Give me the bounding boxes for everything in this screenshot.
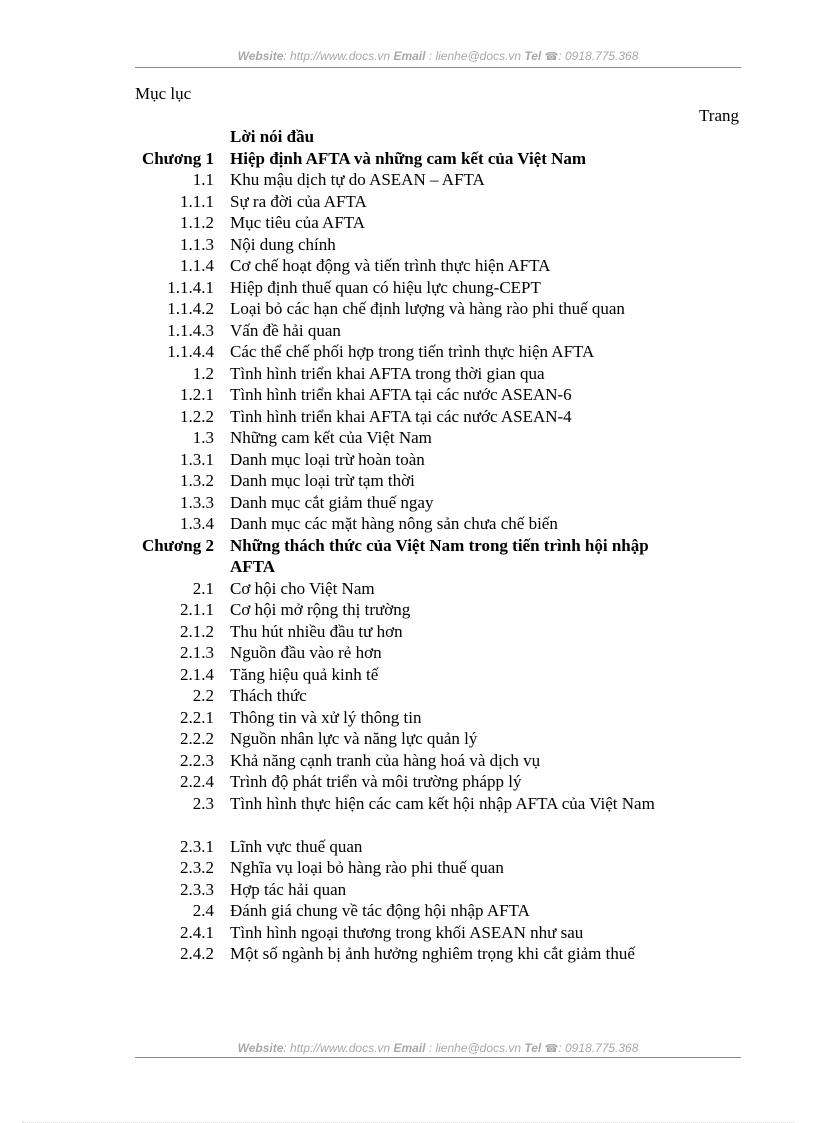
toc-entry-number: Chương 2 <box>141 535 214 555</box>
toc-entry <box>0 578 816 600</box>
toc-entry-title: Loại bỏ các hạn chế định lượng và hàng rào phi thuế quan <box>230 299 625 318</box>
toc-entry-title: Khả năng cạnh tranh của hàng hoá và dịch vụ <box>230 750 541 770</box>
toc-entry <box>0 664 816 686</box>
toc-entry-number: 2.2.2 <box>180 729 214 748</box>
toc-entry-title: Một số ngành bị ảnh hưởng nghiêm trọng khi cắt giảm thuế <box>230 944 635 963</box>
toc-entry <box>0 363 816 385</box>
toc-entry <box>0 406 816 428</box>
toc-entry-number: 2.1.1 <box>180 600 214 619</box>
toc-entry-title: Hợp tác hải quan <box>230 879 347 899</box>
toc-entry-title: Lĩnh vực thuế quan <box>230 836 363 856</box>
toc-entry-number: 2.3.2 <box>180 858 214 877</box>
toc-entry <box>0 836 816 858</box>
toc-entry-number: 2.1 <box>192 578 214 598</box>
email-label: Email <box>393 49 426 63</box>
toc-entry-number: 1.1.2 <box>180 213 214 232</box>
toc-entry-number: Chương 1 <box>141 148 214 168</box>
toc-entry <box>0 298 816 320</box>
toc-entry-title: Tình hình triển khai AFTA tại các nước ASEAN-4 <box>230 406 572 426</box>
toc-chapter-entry <box>0 535 816 578</box>
toc-entry-title: Danh mục loại trừ tạm thời <box>230 471 415 490</box>
toc-entry <box>0 470 816 492</box>
toc-entry-number: 1.1.4.3 <box>167 320 214 340</box>
toc-entry-title: Tăng hiệu quả kinh tế <box>230 664 379 684</box>
toc-entry-title: Tình hình triển khai AFTA tại các nước ASEAN-6 <box>230 385 572 404</box>
toc-entry <box>0 922 816 944</box>
toc-entry-title: Sự ra đời của AFTA <box>230 191 367 211</box>
email-value[interactable]: : lienhe@docs.vn <box>428 49 522 63</box>
page-header <box>135 49 741 63</box>
toc-entry-number: 1.1.3 <box>180 234 214 254</box>
toc-entry-title: Nội dung chính <box>230 234 336 254</box>
page-column-label: Trang <box>699 106 739 125</box>
toc-entry <box>0 492 816 514</box>
toc-entry-title: Lời nói đầu <box>230 127 315 146</box>
toc-entry <box>0 621 816 643</box>
toc-entry-title: Tình hình ngoại thương trong khối ASEAN như sau <box>230 922 584 942</box>
toc-entry-number: 1.2 <box>192 363 214 383</box>
toc-entry-number: 1.1.4 <box>180 256 214 275</box>
toc-entry-number: 2.1.2 <box>180 621 214 641</box>
toc-entry <box>0 427 816 449</box>
toc-entry-title: Những cam kết của Việt Nam <box>230 428 432 447</box>
toc-entry-title: Cơ chế hoạt động và tiến trình thực hiện AFTA <box>230 256 551 275</box>
toc-entry-title: Nguồn đầu vào rẻ hơn <box>230 643 382 662</box>
toc-entry-number: 2.2 <box>192 686 214 705</box>
toc-entry-number: 1.2.1 <box>180 385 214 404</box>
toc-entry-title: Tình hình triển khai AFTA trong thời gian qua <box>230 363 545 383</box>
toc-entry <box>0 126 816 148</box>
toc-entry-title: Thu hút nhiều đầu tư hơn <box>230 621 403 641</box>
toc-entry <box>0 599 816 621</box>
toc-entry-title: Đánh giá chung về tác động hội nhập AFTA <box>230 901 530 920</box>
phone-icon: ☎ <box>544 1043 559 1055</box>
toc-entry <box>0 277 816 299</box>
toc-entry-number: 1.1.4.1 <box>167 277 214 297</box>
toc-entry-number: 1.1.4.4 <box>167 342 214 361</box>
toc-entry <box>0 750 816 772</box>
toc-entry-title: Cơ hội cho Việt Nam <box>230 578 375 598</box>
toc-entry-title: Những thách thức của Việt Nam trong tiến trình hội nhập AFTA <box>230 535 649 576</box>
toc-entry-title: Hiệp định thuế quan có hiệu lực chung-CEPT <box>230 277 541 297</box>
toc-entry-number: 1.3 <box>192 428 214 447</box>
website-url[interactable]: : http://www.docs.vn <box>283 49 391 63</box>
toc-entry-number: 2.2.3 <box>180 750 214 770</box>
toc-entry-number: 2.4.2 <box>180 944 214 963</box>
toc-entry-title: Danh mục cắt giảm thuế ngay <box>230 492 434 512</box>
tel-label: Tel <box>524 49 542 63</box>
email-value[interactable]: : lienhe@docs.vn <box>428 1041 522 1055</box>
toc-entry-number: 1.1 <box>192 170 214 189</box>
toc-entry <box>0 513 816 535</box>
toc-entry <box>0 212 816 234</box>
website-url[interactable]: : http://www.docs.vn <box>283 1041 391 1055</box>
toc-entry-title: Hiệp định AFTA và những cam kết của Việt Nam <box>230 148 587 168</box>
toc-entry-title: Nghĩa vụ loại bỏ hàng rào phi thuế quan <box>230 858 504 877</box>
tel-label: Tel <box>524 1041 542 1055</box>
toc-entry-title: Thách thức <box>230 686 307 705</box>
toc-heading: Mục lục <box>135 84 192 103</box>
toc-entry <box>0 320 816 342</box>
toc-entry <box>0 234 816 256</box>
footer-divider <box>135 1057 741 1058</box>
toc-entry-title: Vấn đề hải quan <box>230 320 341 340</box>
toc-entry-number: 1.3.1 <box>180 449 214 469</box>
toc-entry-number: 2.1.3 <box>180 643 214 662</box>
toc-entry-number: 1.1.4.2 <box>167 299 214 318</box>
toc-entry-title: Các thể chế phối hợp trong tiến trình thực hiện AFTA <box>230 342 595 361</box>
toc-entry-number: 2.3.3 <box>180 879 214 899</box>
toc-entry-title: Khu mậu dịch tự do ASEAN – AFTA <box>230 170 485 189</box>
toc-entry <box>0 191 816 213</box>
toc-entry <box>0 900 816 922</box>
email-label: Email <box>393 1041 426 1055</box>
toc-entry-number: 2.3.1 <box>180 836 214 856</box>
toc-entry <box>0 449 816 471</box>
toc-entry-title: Danh mục loại trừ hoàn toàn <box>230 449 425 469</box>
toc-entry-number: 2.4.1 <box>180 922 214 942</box>
page-footer <box>135 1041 741 1055</box>
toc-entry <box>0 879 816 901</box>
toc-entry-title: Cơ hội mở rộng thị trường <box>230 600 411 619</box>
toc-entry <box>0 384 816 406</box>
toc-entry <box>0 771 816 793</box>
toc-entry <box>0 728 816 750</box>
toc-entry <box>0 685 816 707</box>
website-label: Website <box>237 49 284 63</box>
toc-entry-title: Tình hình thực hiện các cam kết hội nhập AFTA của Việt Nam <box>230 793 655 813</box>
toc-entry <box>0 707 816 729</box>
toc-entry-number: 2.2.4 <box>180 772 214 791</box>
toc-entry-number: 2.1.4 <box>180 664 214 684</box>
toc-entry <box>0 169 816 191</box>
toc-entry <box>0 341 816 363</box>
toc-entry <box>0 857 816 879</box>
toc-entry-title: Trình độ phát triển và môi trường phápp lý <box>230 772 522 791</box>
tel-value: : 0918.775.368 <box>558 49 639 63</box>
toc-entry <box>0 943 816 986</box>
toc-entry-number: 1.3.3 <box>180 492 214 512</box>
toc-entry <box>0 793 816 836</box>
toc-entry <box>0 642 816 664</box>
toc-entry-title: Mục tiêu của AFTA <box>230 213 366 232</box>
toc-chapter-entry <box>0 148 816 170</box>
website-label: Website <box>237 1041 284 1055</box>
toc-entry-number: 1.3.2 <box>180 471 214 490</box>
toc-entry-title: Danh mục các mặt hàng nông sản chưa chế biến <box>230 514 558 533</box>
toc-entry-number: 2.3 <box>192 793 214 813</box>
tel-value: : 0918.775.368 <box>558 1041 639 1055</box>
toc-entry-number: 1.2.2 <box>180 406 214 426</box>
toc-entry-title: Nguồn nhân lực và năng lực quản lý <box>230 729 478 748</box>
toc-entry-number: 2.2.1 <box>180 707 214 727</box>
toc-entry-number: 1.3.4 <box>180 514 214 533</box>
toc-entry-number: 2.4 <box>192 901 214 920</box>
phone-icon: ☎ <box>544 51 559 63</box>
table-of-contents <box>0 126 816 986</box>
toc-entry-number: 1.1.1 <box>180 191 214 211</box>
toc-entry-title: Thông tin và xử lý thông tin <box>230 707 422 727</box>
header-divider <box>135 67 741 68</box>
toc-entry <box>0 255 816 277</box>
